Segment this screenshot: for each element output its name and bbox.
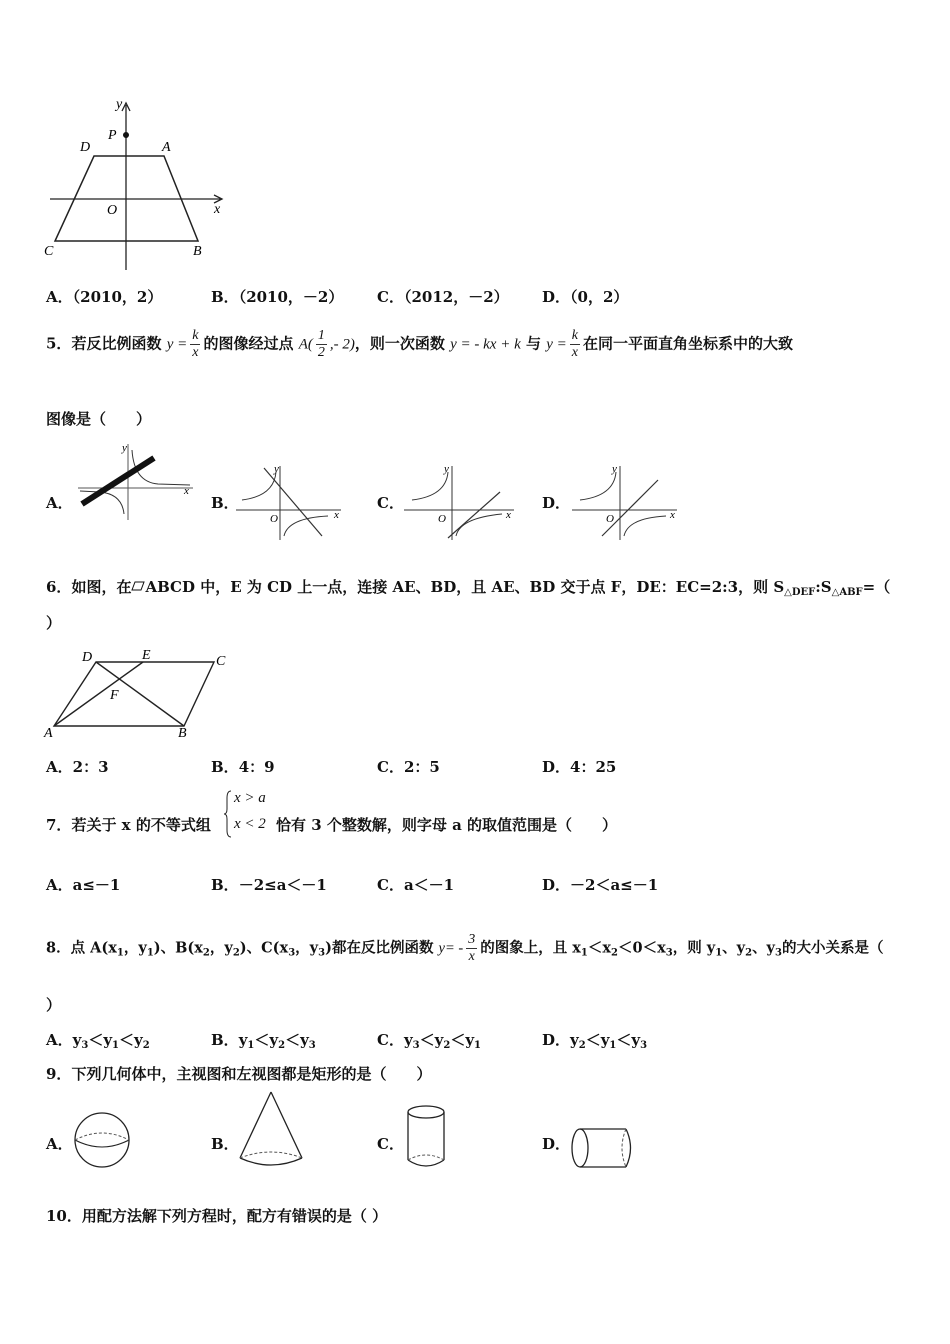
q9-cone-figure: [236, 1088, 306, 1172]
q9-option-b-label: B．: [211, 1135, 239, 1153]
q4-label-y: y: [116, 97, 123, 112]
q5-option-d-label: D．: [542, 494, 571, 512]
q7-option-a: A．a≤－1: [46, 876, 121, 894]
q9-stem: 9．下列几何体中，主视图和左视图都是矩形的是（ ）: [46, 1065, 432, 1083]
q9-option-c-label: C．: [377, 1135, 404, 1153]
q8-option-c: C．$y_3<y_2<y_1$: [377, 1031, 482, 1051]
q4-label-x: x: [214, 202, 221, 217]
q6-option-c: C．2：5: [377, 758, 440, 776]
q4-label-a: A: [162, 140, 171, 155]
q10-stem: 10．用配方法解下列方程时，配方有错误的是（ ）: [46, 1207, 388, 1225]
q5-graph-a: [78, 442, 198, 522]
q4-label-p: P: [108, 128, 117, 143]
svg-text:O: O: [270, 513, 278, 525]
q4-label-d: D: [80, 140, 91, 155]
q5-stem: 5．若反比例函数 y = $\frac{k}{x}$ 的图像经过点 A( $\frac{1}{2}$ ,‑ 2)，则一次函数 y = ‑ kx + k 与 y = $\frac{k}{x}$ 在同一平面直角坐标系中的大致: [46, 328, 793, 360]
q5-option-a-label: A．: [46, 494, 73, 512]
q9-option-d-label: D．: [542, 1135, 571, 1153]
q5-option-c-label: C．: [377, 494, 404, 512]
svg-text:O: O: [438, 513, 446, 525]
q5-graph-b: [236, 462, 346, 542]
q4-option-d: D．（0，2）: [542, 288, 629, 306]
svg-text:y: y: [274, 463, 279, 475]
svg-text:x: x: [184, 485, 189, 497]
q7-option-b: B．－2≤a＜－1: [211, 876, 327, 894]
q4-label-o: O: [107, 203, 118, 218]
svg-text:x: x: [506, 509, 511, 521]
q6-label-b: B: [178, 726, 187, 741]
q7-option-c: C．a＜－1: [377, 876, 455, 894]
q9-option-a-label: A．: [46, 1135, 73, 1153]
q4-trapezoid-figure: [40, 95, 240, 275]
q5-graph-d: [572, 462, 682, 542]
q6-label-e: E: [142, 648, 151, 663]
q6-option-d: D．4：25: [542, 758, 617, 776]
q6-option-a: A．2：3: [46, 758, 109, 776]
svg-text:y: y: [122, 442, 127, 454]
q4-label-b: B: [193, 244, 202, 259]
q6-label-a: A: [44, 726, 53, 741]
svg-text:x: x: [334, 509, 339, 521]
q6-stem: 6．如图，在 ABCD 中，E 为 CD 上一点，连接 AE、BD，且 AE、BD 交于点 F，DE：EC=2:3，则 $S_{\triangle DEF}:S_{\triangle ABF}=$（: [46, 578, 891, 598]
q8-stem: 8．点 $A(x_1$，$y_1$)、$B(x_2$，$y_2$)、$C(x_3$，$y_3$)都在反比例函数 y= ‑ $\frac{3}{x}$ 的图象上，且 $x_1<x_2<0<x_3$，则 $y_1$、$y_2$、$y_3$的大小关系是（: [46, 932, 884, 964]
q6-parallelogram-figure: [40, 645, 240, 745]
svg-text:y: y: [444, 463, 449, 475]
q9-cylinder-figure: [402, 1102, 452, 1172]
q6-label-c: C: [216, 654, 226, 669]
parallelogram-icon: [131, 581, 145, 591]
q5-stem-line2: 图像是（ ）: [46, 410, 152, 428]
q7-stem-a: 7．若关于 x 的不等式组: [46, 816, 211, 834]
q7-stem-b: 恰有 3 个整数解，则字母 a 的取值范围是（ ）: [276, 816, 618, 834]
q8-option-a: A．$y_3<y_1<y_2$: [46, 1031, 150, 1051]
svg-text:x: x: [670, 509, 675, 521]
q8-stem-line2: ）: [46, 996, 62, 1014]
q4-option-a: A．（2010，2）: [46, 288, 163, 306]
q7-option-d: D．－2＜a≤－1: [542, 876, 659, 894]
q4-option-b: B．（2010，－2）: [211, 288, 344, 306]
q8-option-b: B．$y_1<y_2<y_3$: [211, 1031, 316, 1051]
q9-lying-cylinder-figure: [568, 1124, 640, 1174]
left-brace-icon: [224, 790, 232, 838]
q6-label-f: F: [110, 688, 119, 703]
svg-text:O: O: [606, 513, 614, 525]
q6-option-b: B．4：9: [211, 758, 275, 776]
q8-option-d: D．$y_2<y_1<y_3$: [542, 1031, 648, 1051]
q6-stem-line2: ）: [46, 614, 62, 632]
q5-graph-c: [404, 462, 519, 542]
q9-sphere-figure: [72, 1110, 132, 1170]
q6-label-d: D: [82, 650, 93, 665]
q4-option-c: C．（2012，－2）: [377, 288, 509, 306]
q4-label-c: C: [44, 244, 54, 259]
svg-text:y: y: [612, 463, 617, 475]
q5-option-b-label: B．: [211, 494, 239, 512]
